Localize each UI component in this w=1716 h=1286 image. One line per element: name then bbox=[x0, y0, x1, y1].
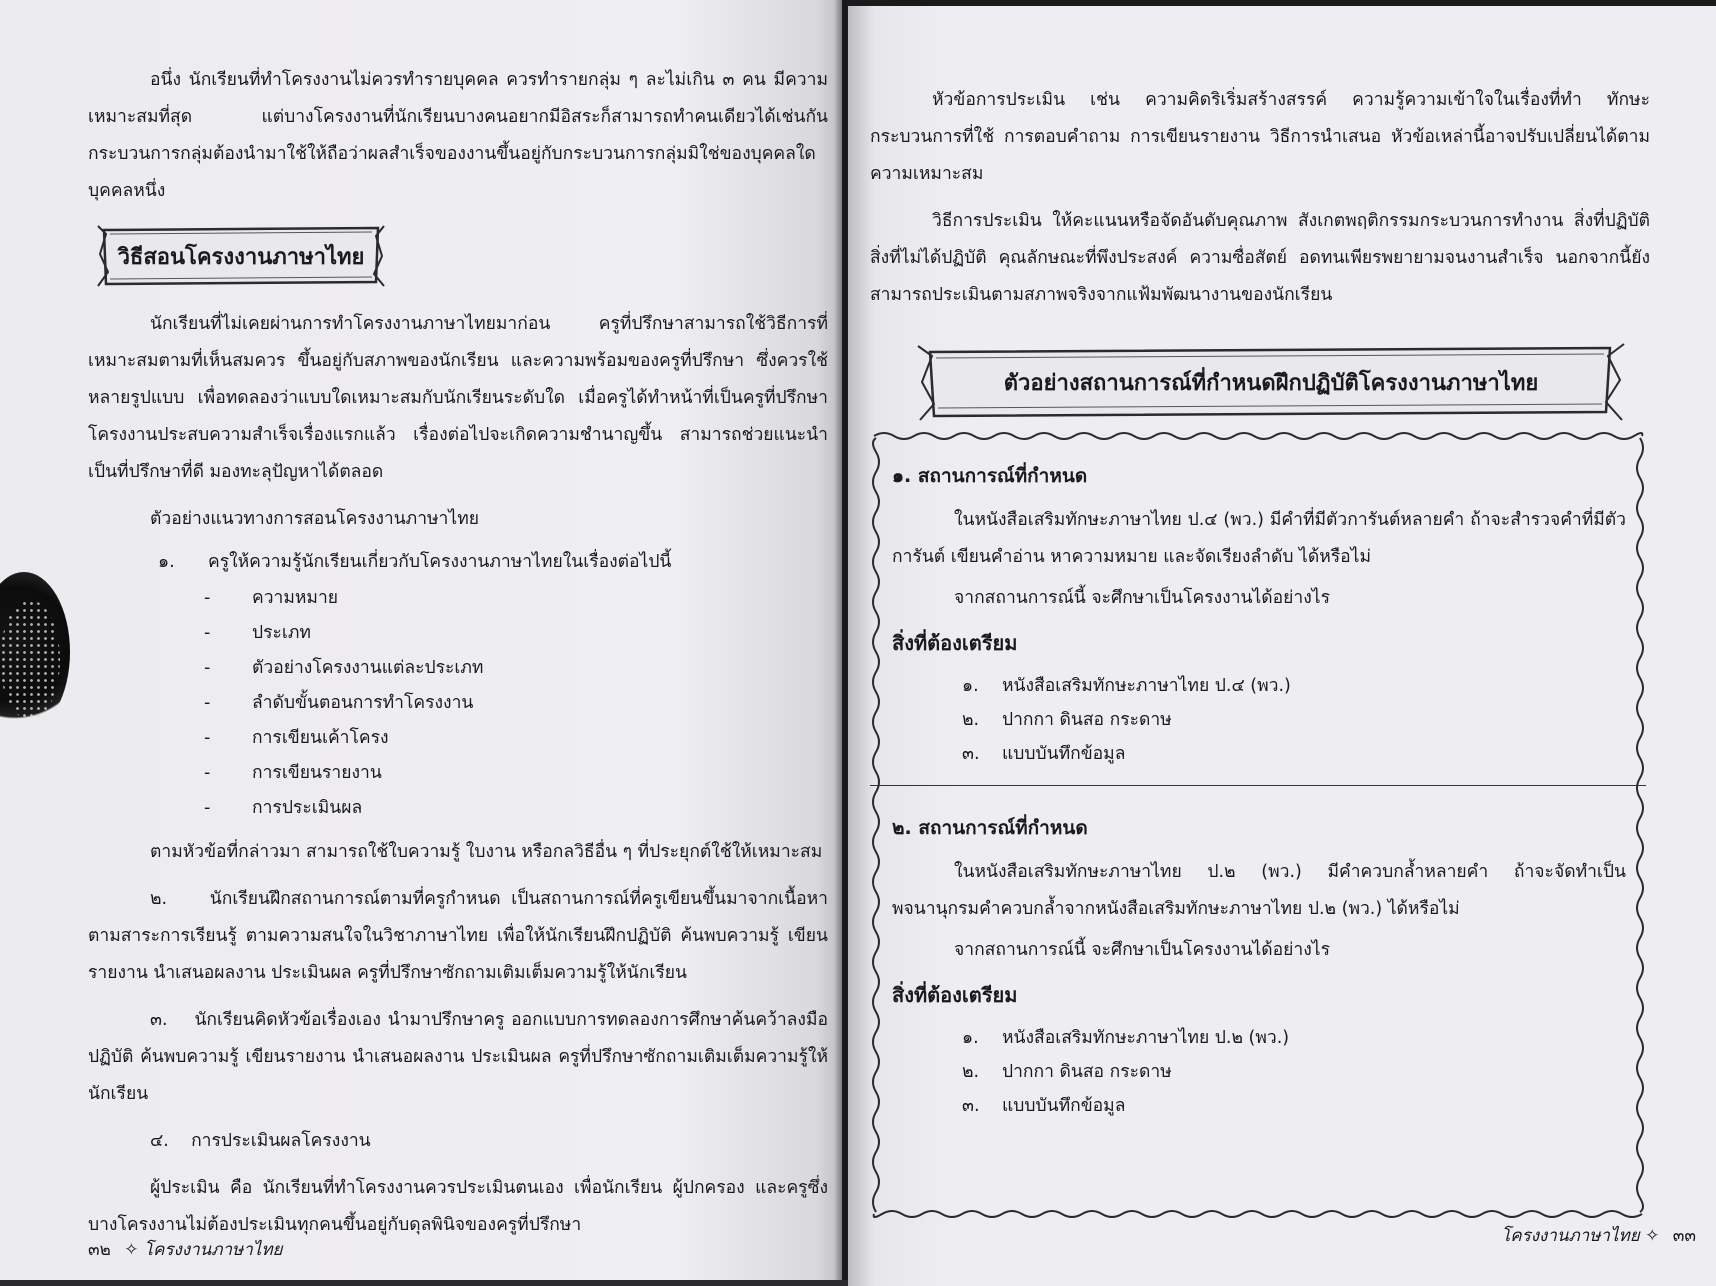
criteria-paragraph: หัวข้อการประเมิน เช่น ความคิดริเริ่มสร้างสรรค์ ความรู้ความเข้าใจในเรื่องที่ทำ ทักษะกระบวนการที่ใช้ การตอบคำถาม การเขียนรายงาน วิธีการนำเสนอ หัวข้อเหล่านี้อาจปรับเปลี่ยนได้ตามความเหมาะสม bbox=[870, 90, 1650, 184]
situation-1-title: ๑. สถานการณ์ที่กำหนด bbox=[892, 465, 1088, 487]
star-icon: ✧ bbox=[124, 1240, 139, 1260]
prepare-list-1 bbox=[962, 669, 1626, 771]
topics-list bbox=[204, 581, 828, 826]
list-item: - ลำดับขั้นตอนการทำโครงงาน bbox=[204, 693, 474, 713]
page-footer-right bbox=[1501, 1222, 1696, 1249]
book-title: โครงงานภาษาไทย bbox=[143, 1240, 283, 1260]
page-number: ๓๓ bbox=[1672, 1226, 1696, 1246]
list-item: ๑. หนังสือเสริมทักษะภาษาไทย ป.๔ (พว.) bbox=[962, 676, 1291, 696]
list-item-2: ๒. นักเรียนฝึกสถานการณ์ตามที่ครูกำหนด เป็นสถานการณ์ที่ครูเขียนขึ้นมาจากเนื้อหาตามสาระการเรียนรู้ ตามความสนใจในวิชาภาษาไทย เพื่อให้นักเรียนฝึกปฏิบัติ ค้นพบความรู้ เขียนรายงาน นำเสนอผลงาน ประเมินผล ครูที่ปรึกษาซักถามเติมเต็มความรู้ให้นักเรียน bbox=[88, 889, 828, 983]
list-item: ๓. แบบบันทึกข้อมูล bbox=[962, 744, 1126, 764]
star-icon: ✧ bbox=[1645, 1226, 1660, 1246]
intro-paragraph: อนึ่ง นักเรียนที่ทำโครงงานไม่ควรทำรายบุคคล ควรทำรายกลุ่ม ๆ ละไม่เกิน ๓ คน มีความเหมาะสมที่สุด แต่บางโครงงานที่นักเรียนบางคนอยากมีอิสระก็สามารถทำคนเดียวได้เช่นกัน กระบวนการกลุ่มต้องนำมาใช้ให้ถือว่าผลสำเร็จของงานขึ้นอยู่กับกระบวนการกลุ่มมิใช่ของบุคคลใดบุคคลหนึ่ง bbox=[88, 70, 828, 201]
book-title: โครงงานภาษาไทย bbox=[1501, 1226, 1640, 1246]
banner-title: วิธีสอนโครงงานภาษาไทย bbox=[117, 244, 365, 270]
list-item: ๒. ปากกา ดินสอ กระดาษ bbox=[962, 710, 1172, 730]
situation-1-question: จากสถานการณ์นี้ จะศึกษาเป็นโครงงานได้อย่างไร bbox=[954, 588, 1330, 608]
section-banner-examples bbox=[916, 342, 1626, 422]
prepare-list-2 bbox=[962, 1021, 1626, 1123]
list-item: - การประเมินผล bbox=[204, 798, 363, 818]
list-item: ๒. ปากกา ดินสอ กระดาษ bbox=[962, 1062, 1172, 1082]
banner-title: ตัวอย่างสถานการณ์ที่กำหนดฝึกปฏิบัติโครงงานภาษาไทย bbox=[1003, 370, 1539, 396]
situation-1-body: ในหนังสือเสริมทักษะภาษาไทย ป.๔ (พว.) มีคำที่มีตัวการันต์หลายคำ ถ้าจะสำรวจคำที่มีตัวการันต์ เขียนคำอ่าน หาความหมาย และจัดเรียงลำดับ ได้หรือไม่ bbox=[892, 510, 1626, 567]
list-item: - การเขียนเค้าโครง bbox=[204, 728, 389, 748]
list-item: - ตัวอย่างโครงงานแต่ละประเภท bbox=[204, 658, 484, 678]
teaching-paragraph: นักเรียนที่ไม่เคยผ่านการทำโครงงานภาษาไทยมาก่อน ครูที่ปรึกษาสามารถใช้วิธีการที่เหมาะสมตามที่เห็นสมควร ขึ้นอยู่กับสภาพของนักเรียน และความพร้อมของครูที่ปรึกษา ซึ่งควรใช้หลายรูปแบบ เพื่อทดลองว่าแบบใดเหมาะสมกับนักเรียนระดับใด เมื่อครูได้ทำหน้าที่เป็นครูที่ปรึกษาโครงงานประสบความสำเร็จเรื่องแรกแล้ว เรื่องต่อไปจะเกิดความชำนาญขึ้น สามารถช่วยแนะนำเป็นที่ปรึกษาที่ดี มองทะลุปัญหาได้ตลอด bbox=[88, 314, 828, 482]
numbered-list bbox=[158, 544, 828, 581]
list-item-4: ๔. การประเมินผลโครงงาน bbox=[150, 1131, 371, 1151]
list-item: ๓. แบบบันทึกข้อมูล bbox=[962, 1096, 1126, 1116]
right-page bbox=[848, 6, 1716, 1286]
example-heading: ตัวอย่างแนวทางการสอนโครงงานภาษาไทย bbox=[150, 509, 479, 529]
situation-box bbox=[870, 430, 1646, 1220]
after-list-paragraph: ตามหัวข้อที่กล่าวมา สามารถใช้ใบความรู้ ใบงาน หรือกลวิธีอื่น ๆ ที่ประยุกต์ใช้ให้เหมาะสม bbox=[150, 842, 823, 862]
evaluator-paragraph: ผู้ประเมิน คือ นักเรียนที่ทำโครงงานควรประเมินตนเอง เพื่อนักเรียน ผู้ปกครอง และครูซึ่งบางโครงงานไม่ต้องประเมินทุกคนขึ้นอยู่กับดุลพินิจของครูที่ปรึกษา bbox=[88, 1178, 828, 1235]
left-page bbox=[0, 0, 842, 1280]
list-item-1: ๑. ครูให้ความรู้นักเรียนเกี่ยวกับโครงงานภาษาไทยในเรื่องต่อไปนี้ bbox=[158, 552, 672, 572]
list-item-3: ๓. นักเรียนคิดหัวข้อเรื่องเอง นำมาปรึกษาครู ออกแบบการทดลองการศึกษาค้นคว้าลงมือปฏิบัติ ค้นพบความรู้ เขียนรายงาน นำเสนอผลงาน ประเมินผล ครูที่ปรึกษาซักถามเติมเต็มความรู้ให้นักเรียน bbox=[88, 1010, 828, 1104]
list-item: - ความหมาย bbox=[204, 588, 339, 608]
prepare-title-2: สิ่งที่ต้องเตรียม bbox=[892, 983, 1018, 1007]
prepare-title-1: สิ่งที่ต้องเตรียม bbox=[892, 631, 1018, 655]
page-footer-left bbox=[88, 1236, 283, 1263]
situation-2-question: จากสถานการณ์นี้ จะศึกษาเป็นโครงงานได้อย่างไร bbox=[954, 940, 1330, 960]
page-number: ๓๒ bbox=[88, 1240, 111, 1260]
method-paragraph: วิธีการประเมิน ให้คะแนนหรือจัดอันดับคุณภาพ สังเกตพฤติกรรมกระบวนการทำงาน สิ่งที่ปฏิบัติ สิ่งที่ไม่ได้ปฏิบัติ คุณลักษณะที่พึงประสงค์ ความซื่อสัตย์ อดทนเพียรพยายามจนงานสำเร็จ นอกจากนี้ยังสามารถประเมินตามสภาพจริงจากแฟ้มพัฒนางานของนักเรียน bbox=[870, 211, 1650, 305]
section-divider bbox=[870, 785, 1646, 786]
situation-2-body: ในหนังสือเสริมทักษะภาษาไทย ป.๒ (พว.) มีคำควบกล้ำหลายคำ ถ้าจะจัดทำเป็นพจนานุกรมคำควบกล้ำจากหนังสือเสริมทักษะภาษาไทย ป.๒ (พว.) ได้หรือไม่ bbox=[892, 862, 1626, 919]
situation-2-title: ๒. สถานการณ์ที่กำหนด bbox=[892, 817, 1088, 839]
section-banner-teaching bbox=[96, 224, 386, 288]
list-item: ๑. หนังสือเสริมทักษะภาษาไทย ป.๒ (พว.) bbox=[962, 1028, 1290, 1048]
list-item: - การเขียนรายงาน bbox=[204, 763, 382, 783]
clip-texture bbox=[0, 600, 60, 720]
list-item: - ประเภท bbox=[204, 623, 311, 643]
